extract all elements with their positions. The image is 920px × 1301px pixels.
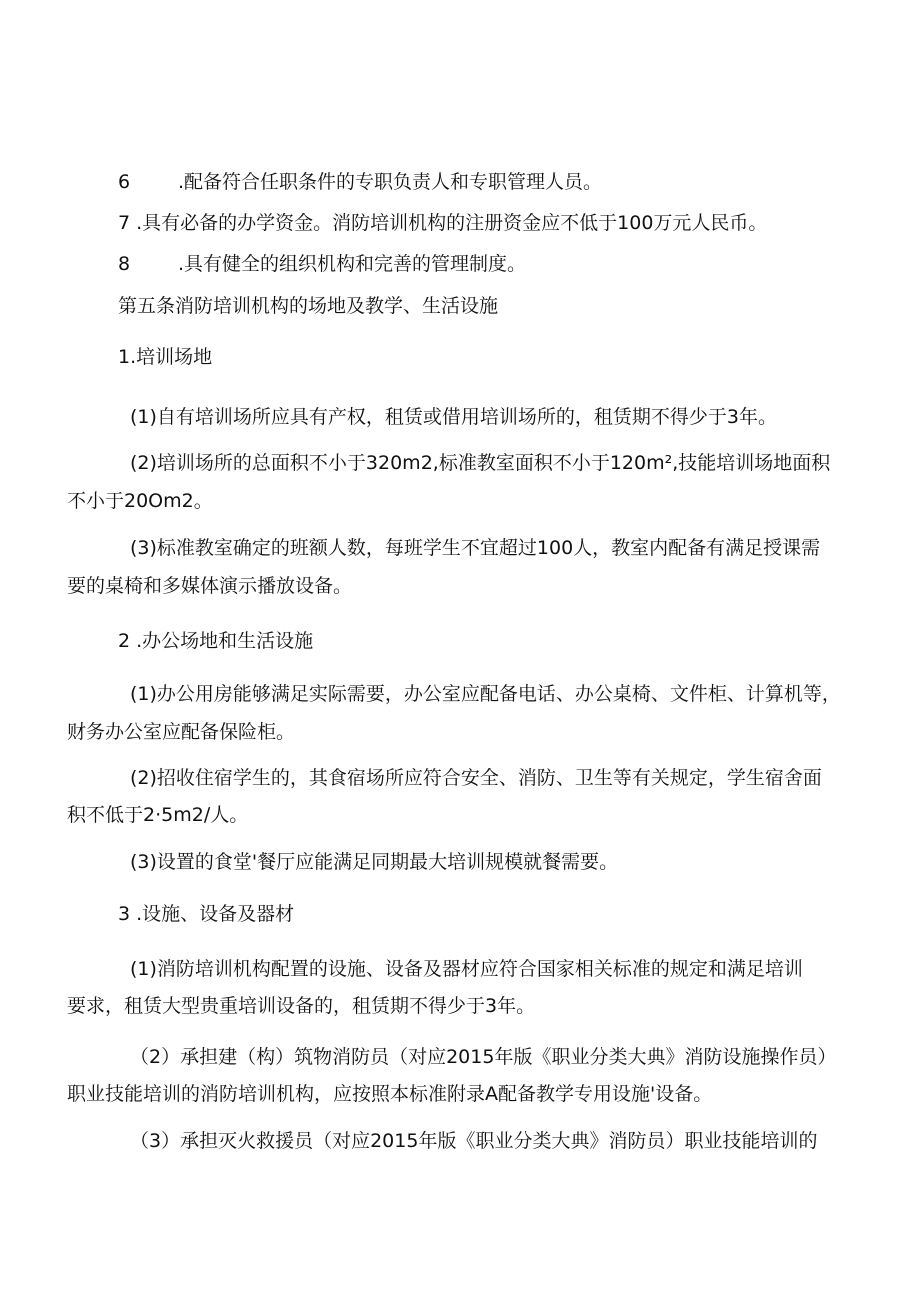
- list-item-8: [118, 251, 526, 277]
- paragraph: (3)标准教室确定的班额人数，每班学生不宜超过100人，教室内配备有满足授课需: [130, 537, 821, 559]
- item-text: .具有健全的组织机构和完善的管理制度。: [178, 253, 527, 275]
- paragraph: (3)设置的食堂'餐厅应能满足同期最大培训规模就餐需要。: [130, 851, 619, 873]
- paragraph-continuation: 财务办公室应配备保险柜。: [67, 721, 296, 743]
- paragraph-continuation: 不小于20Om2。: [67, 490, 213, 512]
- article-heading: 第五条消防培训机构的场地及教学、生活设施: [118, 295, 499, 317]
- item-number: 6: [118, 171, 131, 193]
- list-item-7: [118, 210, 767, 236]
- section-title-2: 2 .办公场地和生活设施: [118, 630, 314, 652]
- item-text: .配备符合任职条件的专职负责人和专职管理人员。: [178, 171, 603, 193]
- section-title-1: 1.培训场地: [118, 346, 213, 368]
- list-item-6: [118, 169, 602, 195]
- paragraph-continuation: 要求，租赁大型贵重培训设备的，租赁期不得少于3年。: [67, 995, 536, 1017]
- paragraph-continuation: 要的桌椅和多媒体演示播放设备。: [67, 575, 353, 597]
- paragraph: (1)消防培训机构配置的设施、设备及器材应符合国家相关标准的规定和满足培训: [130, 958, 803, 980]
- item-number: 8: [118, 253, 131, 275]
- paragraph: （3）承担灭火救援员（对应2015年版《职业分类大典》消防员）职业技能培训的: [130, 1130, 818, 1152]
- item-text: 7 .具有必备的办学资金。消防培训机构的注册资金应不低于100万元人民币。: [118, 212, 768, 234]
- paragraph-continuation: 职业技能培训的消防培训机构，应按照本标准附录A配备教学专用设施'设备。: [67, 1083, 713, 1105]
- section-title-3: 3 .设施、设备及器材: [118, 903, 295, 925]
- paragraph-continuation: 积不低于2·5m2∕人。: [67, 804, 249, 826]
- paragraph: (1)自有培训场所应具有产权，租赁或借用培训场所的，租赁期不得少于3年。: [130, 406, 778, 428]
- paragraph: (1)办公用房能够满足实际需要，办公室应配备电话、办公桌椅、文件柜、计算机等，: [130, 683, 841, 705]
- paragraph: (2)培训场所的总面积不小于320m2,标准教室面积不小于120m²,技能培训场地面积: [130, 452, 831, 474]
- paragraph: (2)招收住宿学生的，其食宿场所应符合安全、消防、卫生等有关规定，学生宿舍面: [130, 767, 822, 789]
- paragraph: （2）承担建（构）筑物消防员（对应2015年版《职业分类大典》消防设施操作员）: [130, 1046, 837, 1068]
